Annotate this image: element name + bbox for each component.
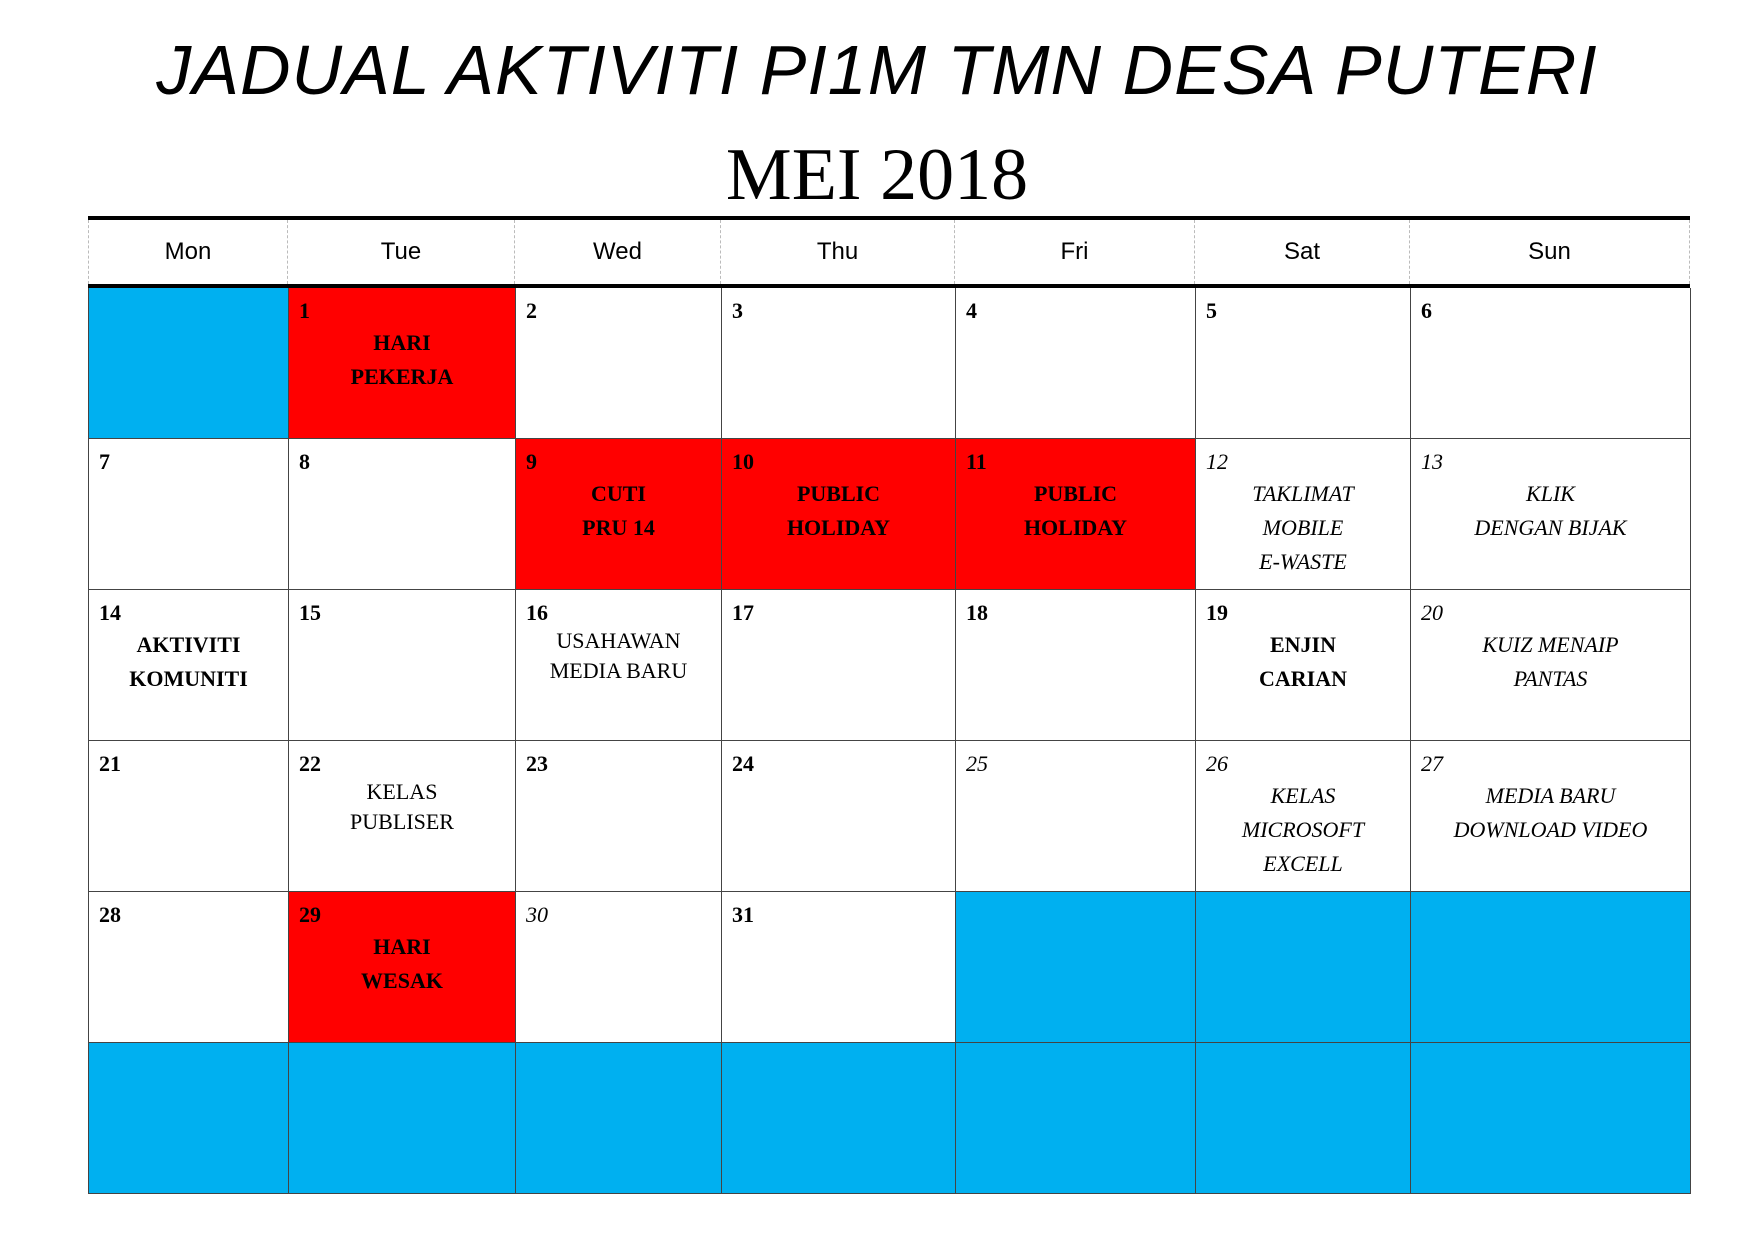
day-number: 19 [1206,600,1228,625]
day-cell-20 [1411,590,1691,741]
day-cell-15 [289,590,516,741]
day-number: 21 [99,751,121,776]
weekday-wed: Wed [515,220,721,284]
day-number: 3 [732,298,743,323]
day-cell-22 [289,741,516,892]
weekday-sat: Sat [1195,220,1410,284]
day-cell-25 [956,741,1196,892]
day-cell-21 [89,741,289,892]
day-number: 10 [732,449,754,474]
day-cell-19 [1196,590,1411,741]
day-cell-13 [1411,439,1691,590]
day-cell-8 [289,439,516,590]
day-cell-31 [722,892,956,1043]
day-number: 2 [526,298,537,323]
day-cell-6 [1411,288,1691,439]
day-cell-5 [1196,288,1411,439]
day-number: 13 [1421,449,1443,474]
empty-cell [1196,892,1411,1043]
event-label: HARI PEKERJA [350,330,454,389]
day-cell-11 [956,439,1196,590]
day-number: 6 [1421,298,1432,323]
day-number: 25 [966,751,988,776]
weekday-mon: Mon [88,220,288,284]
event-label: CUTI PRU 14 [582,481,655,540]
day-number: 18 [966,600,988,625]
day-number: 11 [966,449,987,474]
weekday-header [88,220,1690,288]
empty-cell [289,1043,516,1194]
day-number: 27 [1421,751,1443,776]
event-label: KELAS MICROSOFT EXCELL [1241,783,1365,876]
weekday-tue: Tue [288,220,515,284]
weekday-fri: Fri [955,220,1195,284]
empty-cell [1196,1043,1411,1194]
day-cell-12 [1196,439,1411,590]
day-cell-17 [722,590,956,741]
weekday-thu: Thu [721,220,955,284]
day-number: 28 [99,902,121,927]
day-cell-3 [722,288,956,439]
weekday-sun: Sun [1410,220,1690,284]
event-label: ENJIN CARIAN [1259,632,1347,691]
event-label: USAHAWAN MEDIA BARU [549,628,688,683]
event-label: PUBLIC HOLIDAY [1023,481,1128,540]
day-cell-26 [1196,741,1411,892]
day-number: 4 [966,298,977,323]
empty-cell [516,1043,722,1194]
day-number: 22 [299,751,321,776]
day-cell-2 [516,288,722,439]
day-number: 5 [1206,298,1217,323]
event-label: KELAS PUBLISER [350,779,454,834]
empty-cell [89,288,289,439]
day-cell-16 [516,590,722,741]
empty-cell [1411,1043,1691,1194]
empty-cell [956,892,1196,1043]
day-number: 16 [526,600,548,625]
day-number: 24 [732,751,754,776]
day-cell-23 [516,741,722,892]
day-number: 7 [99,449,110,474]
day-number: 30 [526,902,548,927]
day-number: 17 [732,600,754,625]
day-number: 15 [299,600,321,625]
day-cell-18 [956,590,1196,741]
day-number: 9 [526,449,537,474]
day-cell-29 [289,892,516,1043]
day-number: 12 [1206,449,1228,474]
day-cell-10 [722,439,956,590]
day-cell-4 [956,288,1196,439]
day-cell-24 [722,741,956,892]
empty-cell [956,1043,1196,1194]
empty-cell [1411,892,1691,1043]
day-number: 1 [299,298,310,323]
page-title: JADUAL AKTIVITI PI1M TMN DESA PUTERI [156,31,1598,109]
event-label: TAKLIMAT MOBILE E-WASTE [1252,481,1354,574]
event-label: KLIK DENGAN BIJAK [1474,481,1627,540]
event-label: HARI WESAK [361,934,443,993]
day-cell-1 [289,288,516,439]
day-number: 23 [526,751,548,776]
empty-cell [722,1043,956,1194]
calendar-grid [88,288,1690,1194]
empty-cell [89,1043,289,1194]
day-number: 29 [299,902,321,927]
day-number: 20 [1421,600,1443,625]
event-label: KUIZ MENAIP PANTAS [1482,632,1619,691]
day-cell-9 [516,439,722,590]
month-title: MEI 2018 [725,134,1029,216]
day-cell-27 [1411,741,1691,892]
day-cell-28 [89,892,289,1043]
day-cell-30 [516,892,722,1043]
event-label: MEDIA BARU DOWNLOAD VIDEO [1453,783,1648,842]
day-number: 31 [732,902,754,927]
day-cell-14 [89,590,289,741]
day-number: 8 [299,449,310,474]
day-cell-7 [89,439,289,590]
day-number: 26 [1206,751,1228,776]
calendar [88,216,1690,1194]
day-number: 14 [99,600,121,625]
event-label: PUBLIC HOLIDAY [786,481,891,540]
event-label: AKTIVITI KOMUNITI [129,632,248,691]
